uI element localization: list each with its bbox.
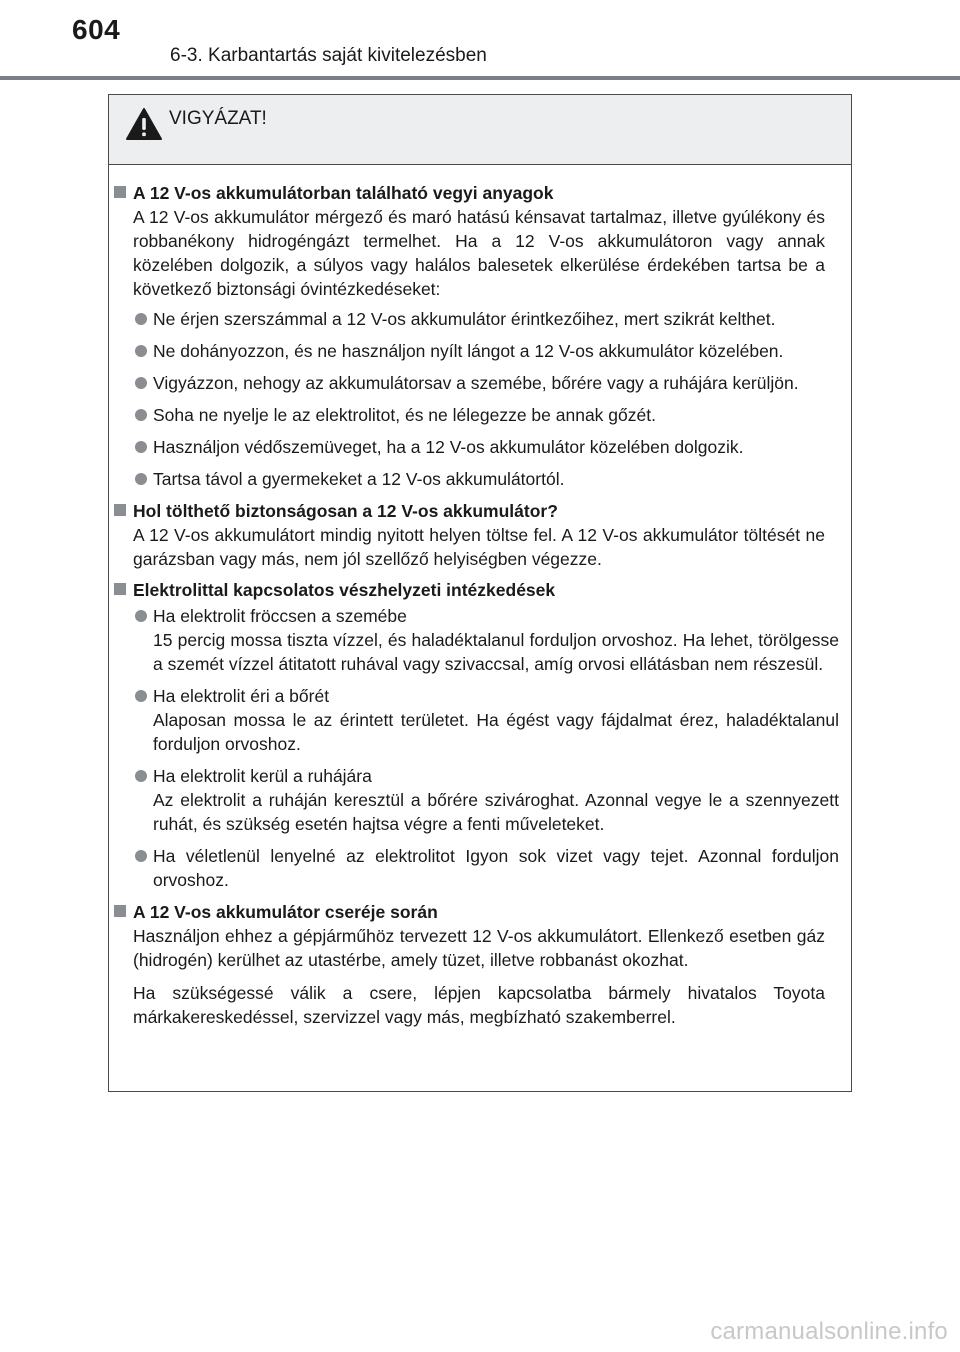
list-item [133, 371, 839, 395]
watermark: carmanualsonline.info [710, 1318, 948, 1345]
caution-section [109, 499, 839, 571]
bullet-text: Vigyázzon, nehogy az akkumulátorsav a szemébe, bőrére vagy a ruhájára kerüljön. [153, 373, 799, 393]
bullet-subtext: Alaposan mossa le az érintett területet. Ha égést vagy fájdalmat érez, haladéktalanul forduljon orvoshoz. [153, 710, 839, 754]
bullet-text: Ha elektrolit kerül a ruhájára [153, 766, 372, 786]
round-bullet-icon [135, 473, 147, 485]
section-heading: Elektrolittal kapcsolatos vészhelyzeti intézkedések [133, 580, 556, 600]
square-bullet-icon [114, 583, 126, 595]
list-item [133, 844, 839, 892]
bullet-subtext: Az elektrolit a ruháján keresztül a bőrére szivároghat. Azonnal vegye le a szennyezett ruhát, és szükség esetén hajtsa végre a fenti műveleteket. [153, 790, 839, 834]
caution-content [109, 165, 851, 1029]
bullet-list [133, 604, 839, 892]
bullet-text: Ne érjen szerszámmal a 12 V-os akkumulátor érintkezőihez, mert szikrát kelthet. [153, 309, 776, 329]
section-paragraph: Használjon ehhez a gépjárműhöz tervezett 12 V-os akkumulátort. Ellenkező esetben gáz (hidrogén) kerülhet az utastérbe, amely tüzet, illetve robbanást okozhat. [133, 926, 825, 970]
round-bullet-icon [135, 770, 147, 782]
round-bullet-icon [135, 441, 147, 453]
caution-header [109, 95, 851, 165]
round-bullet-icon [135, 345, 147, 357]
square-bullet-icon [114, 186, 126, 198]
round-bullet-icon [135, 610, 147, 622]
bullet-subtext: 15 percig mossa tiszta vízzel, és haladéktalanul forduljon orvoshoz. Ha lehet, törölgesse a szemét vízzel átitatott ruhával vagy szivaccsal, amíg orvosi ellátásban nem részesül. [153, 630, 839, 674]
caution-section [109, 181, 839, 491]
bullet-text: Ha véletlenül lenyelné az elektrolitot Igyon sok vizet vagy tejet. Azonnal forduljon orvoshoz. [153, 846, 839, 890]
section-heading: A 12 V-os akkumulátor cseréje során [133, 902, 438, 922]
bullet-text: Ne dohányozzon, és ne használjon nyílt lángot a 12 V-os akkumulátor közelében. [153, 341, 784, 361]
section-paragraph: A 12 V-os akkumulátor mérgező és maró hatású kénsavat tartalmaz, illetve gyúlékony és robbanékony hidrogéngázt termelhet. Ha a 12 V-os akkumulátoron vagy annak közelében dolgozik, a súlyos vagy halálos balesetek elkerülése érdekében tartsa be a következő biztonsági óvintézkedéseket: [133, 207, 825, 299]
warning-triangle-icon [125, 107, 163, 141]
round-bullet-icon [135, 850, 147, 862]
square-bullet-icon [114, 504, 126, 516]
round-bullet-icon [135, 409, 147, 421]
section-heading: A 12 V-os akkumulátorban található vegyi anyagok [133, 183, 554, 203]
list-item [133, 307, 839, 331]
section-paragraph: A 12 V-os akkumulátort mindig nyitott helyen töltse fel. A 12 V-os akkumulátor töltését ne garázsban vagy más, nem jól szellőző helyiségben végezze. [133, 525, 825, 569]
caution-box [108, 94, 852, 1092]
round-bullet-icon [135, 377, 147, 389]
page-number: 604 [72, 14, 121, 45]
bullet-text: Soha ne nyelje le az elektrolitot, és ne lélegezze be annak gőzét. [153, 405, 656, 425]
round-bullet-icon [135, 690, 147, 702]
round-bullet-icon [135, 313, 147, 325]
list-item [133, 467, 839, 491]
caution-title: VIGYÁZAT! [169, 108, 267, 129]
square-bullet-icon [114, 905, 126, 917]
bullet-list [133, 307, 839, 491]
bullet-text: Ha elektrolit fröccsen a szemébe [153, 606, 407, 626]
section-heading: Hol tölthető biztonságosan a 12 V-os akkumulátor? [133, 501, 558, 521]
list-item [133, 403, 839, 427]
list-item [133, 764, 839, 836]
bullet-text: Használjon védőszemüveget, ha a 12 V-os akkumulátor közelében dolgozik. [153, 437, 744, 457]
header-rule [0, 76, 960, 80]
bullet-text: Tartsa távol a gyermekeket a 12 V-os akkumulátortól. [153, 469, 565, 489]
page-header [0, 0, 960, 80]
section-title: 6-3. Karbantartás saját kivitelezésben [170, 45, 487, 66]
section-paragraph: Ha szükségessé válik a csere, lépjen kapcsolatba bármely hivatalos Toyota márkakereskedéssel, szervizzel vagy más, megbízható szakemberrel. [133, 983, 825, 1027]
bullet-text: Ha elektrolit éri a bőrét [153, 686, 330, 706]
list-item [133, 339, 839, 363]
list-item [133, 684, 839, 756]
caution-section [109, 900, 839, 1029]
list-item [133, 604, 839, 676]
list-item [133, 435, 839, 459]
caution-section [109, 578, 839, 892]
